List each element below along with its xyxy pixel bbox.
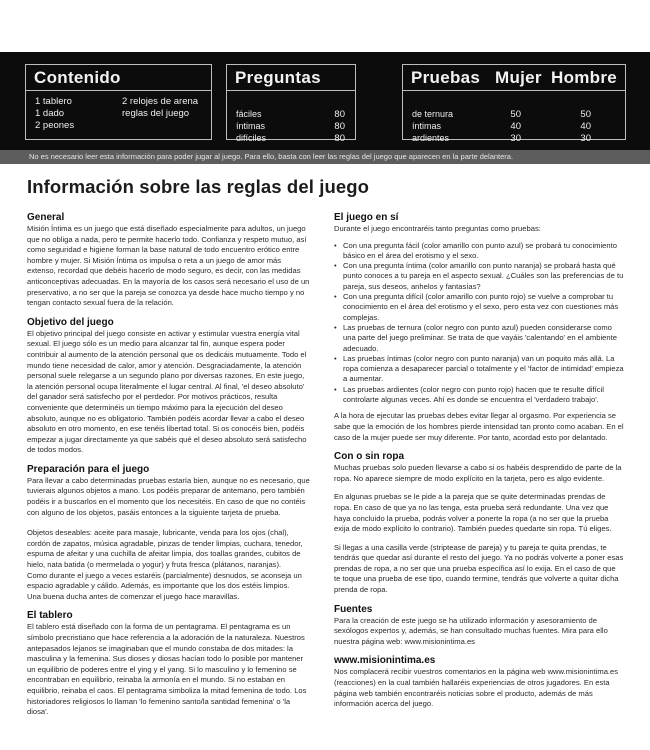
section-title-web: www.misionintima.es: [334, 655, 436, 667]
preguntas-divider: [227, 90, 355, 91]
pruebas-box: [402, 64, 626, 144]
contenido-title: Contenido: [34, 68, 121, 87]
list-item: • Las pruebas íntimas (color negro con punto naranja) van un poquito más allá. La ropa comienza a desaparecer parcial o totalmente y el 'factor de intimidad' empieza a aumentar.: [343, 354, 624, 385]
contenido-item: reglas del juego: [122, 108, 190, 119]
section-title-tablero: El tablero: [27, 610, 73, 622]
pruebas-title: Pruebas: [411, 68, 481, 87]
pruebas-col-hombre: Hombre: [551, 68, 618, 87]
section-title-fuentes: Fuentes: [334, 603, 373, 615]
section-title-preparacion: Preparación para el juego: [27, 463, 150, 475]
objetivo-text: El objetivo principal del juego consiste en activar y estimular vuestra energía vital sexual. El juego sólo es un medio para alcanzar tal fin, aunque espera poder contribuir al aumento de la atención personal que os dedicáis mutuamente. Todo el mundo tiene necesidad de calor, amor y atención. Desgraciadamente, la atención personal suele relegarse a un segundo plano por diversas razones. En este juego, la atención personal ocupa literalmente el lugar central. Al final, 'el deseo absoluto' del ganador será satisfecho por el perdedor. Por motivos prácticos, resulta conveniente que determinéis un tiempo máximo para la ejecución del deseo absoluto, aunque no es obligatorio. También podéis acordar llevar a cabo el deseo absoluto en otro momento, en ese tenéis libertad total. Si os conocéis bien, podéis empezar a jugar directamente ya que sabéis qué el deseo absoluto será satisfecho de todos modos.: [27, 328, 307, 455]
list-item: • Con una pregunta íntima (color amarillo con punto naranja) se probará hasta qué punto conoces a tu pareja en el aspecto sexual. ¿Cuáles son las preferencias de tu pareja, sus deseos, anhelos y fantasías?: [343, 261, 624, 292]
juego-list: [334, 241, 624, 406]
preparacion-objetos-text: Objetos deseables: aceite para masaje, lubricante, venda para los ojos (chal), cordón de zapatos, música agradable, pinzas de tender limpias, cuchara, tenedor, espuma de afeitar y una cuchilla de afeitar limpia, dos toallas grandes, cubitos de hielo, nata batida (o mermelada o yogur) y fruta fresca (plátanos, naranjas).: [27, 528, 303, 570]
left-column: [27, 212, 310, 718]
list-item: • Con una pregunta fácil (color amarillo con punto azul) se probará tu conocimiento básico en el área del erotismo y el sexo.: [343, 241, 624, 262]
list-item: • Las pruebas de ternura (color negro con punto azul) pueden considerarse como una parte del juego preliminar. Se trata de que vayáis 'calentando' en el ambiente adecuado.: [343, 323, 624, 354]
juego-orgasmo-text: A la hora de ejecutar las pruebas debes evitar llegar al orgasmo. Por experiencia se sabe que la emoción de los hombres pierde intensidad tan pronto como acaban. En el caso de la mujer puede ser muy diferente. Por tanto, acordad esto por delantado.: [334, 411, 624, 442]
contenido-divider: [26, 90, 211, 91]
prueba-hombre: 50: [580, 109, 591, 120]
preguntas-box: [226, 64, 356, 144]
list-item: • Las pruebas ardientes (color negro con punto rojo) hacen que te resulte difícil controlarte algunas veces. Ahí es donde se encuentra el 'verdadero trabajo'.: [343, 385, 624, 406]
section-title-juego: El juego en sí: [334, 212, 399, 223]
contenido-item: 1 tablero: [35, 96, 72, 107]
notice-bar: No es necesario leer esta información para poder jugar al juego. Para ello, basta con leer las reglas del juego que aparecen en la parte delantera.: [0, 150, 650, 164]
pregunta-count: 80: [334, 121, 345, 132]
section-title-objetivo: Objetivo del juego: [27, 316, 114, 328]
juego-intro: Durante el juego encontraréis tanto preguntas como pruebas:: [334, 224, 541, 233]
prueba-label: de ternura: [412, 109, 454, 119]
ropa-text-3: Si llegas a una casilla verde (striptease de pareja) y tu pareja te quita prendas, te tendrás que quedar así durante el resto del juego. Ya no podrás volverte a poner esas prendas de ropa, a no ser que una prueba específica así lo exija. En el caso de que te toque una prueba de ese tipo, cuando termine, tendrás que volverte a quitar dicha prenda de ropa.: [334, 542, 624, 595]
contenido-item: 2 relojes de arena: [122, 96, 199, 107]
preparacion-espacio-text: Como durante el juego a veces estaréis (parcialmente) desnudos, se aconseja un espacio agradable y cálido. Además, es importante que los dos estéis limpios.: [27, 570, 302, 591]
header-band: [0, 52, 650, 164]
pregunta-label: difíciles: [236, 133, 267, 143]
pruebas-col-mujer: Mujer: [495, 68, 542, 87]
section-title-ropa: Con o sin ropa: [334, 451, 404, 463]
prueba-mujer: 50: [510, 109, 521, 120]
fuentes-text: Para la creación de este juego se ha utilizado información y asesoramiento de sexólogos expertos y, además, se han consultado muchas fuentes. Mira para ello nuestra página web: www.misionintima.es: [334, 615, 608, 646]
prueba-mujer: 30: [510, 133, 521, 144]
preparacion-ducha-text: Una buena ducha antes de comenzar el juego hace maravillas.: [27, 591, 240, 601]
web-text: Nos complacerá recibir vuestros comentarios en la página web www.misionintima.es (reacciones) en la cual también hallaréis experiencias de otros jugadores. En esta página web también encontraréis noticias sobre el producto, además de más información acerca del juego.: [334, 667, 619, 709]
prueba-hombre: 30: [580, 133, 591, 144]
list-item: • Con una pregunta difícil (color amarillo con punto rojo) se vuelve a comprobar tu conocimiento en el área del erotismo y el sexo, pero esta vez con cuestiones más complejas.: [343, 292, 624, 323]
pregunta-count: 80: [334, 133, 345, 144]
contenido-item: 1 dado: [35, 108, 65, 119]
general-text: Misión Íntima es un juego que está diseñado especialmente para adultos, un juego que no obliga a nada, pero te permite hacerlo todo. Confianza y respeto mutuo, así como seguridad e higiene forman la base natural de todo encuentro erótico entre hombre y mujer. Si Misión Íntima os impulsa o reta a un juego de amor más extenso, recordad que debéis hacerlo de modo seguro, es decir, con las medidas anticonceptivas adecuadas. En la mayoría de los casos será necesario el uso de un preservativo, a no ser que la pareja se conozca ya desde hace mucho tiempo y no tengan contacto sexual fuera de la relación.: [27, 224, 310, 308]
page-title: Información sobre las reglas del juego: [27, 176, 370, 197]
right-column: [334, 212, 624, 710]
prueba-hombre: 40: [580, 121, 591, 132]
preguntas-title: Preguntas: [235, 68, 321, 87]
contenido-box: [25, 64, 212, 140]
pregunta-label: fáciles: [236, 109, 262, 119]
ropa-text-2: En algunas pruebas se le pide a la pareja que se quite determinadas prendas de ropa. En caso de que ya no las tenga, esta prueba será redundante. Una vez que haya concluido la prueba, podrás volver a ponerte la ropa (a no ser que la prueba exija de modo explícito lo contrario). También puedes quedarte sin ropa. Tú eliges.: [334, 492, 612, 534]
prueba-label: íntimas: [412, 121, 442, 131]
section-title-general: General: [27, 212, 65, 223]
prueba-label: ardientes: [412, 133, 450, 143]
ropa-text-1: Muchas pruebas solo pueden llevarse a cabo si os habéis desprendido de parte de la ropa. No aparece siempre de modo explícito en la tarjeta, pero es algo evidente.: [334, 463, 622, 483]
pregunta-label: íntimas: [236, 121, 266, 131]
contenido-item: 2 peones: [35, 120, 75, 131]
preparacion-text: Para llevar a cabo determinadas pruebas estaría bien, aunque no es necesario, que tuvierais algunos objetos a mano. Los podéis preparar de antemano, pero también podéis ir a buscarlos en el momento que los necesitéis. En caso de que no contéis con alguno de los objetos, pasáis entonces a la siguiente tarjeta de prueba.: [27, 475, 310, 517]
prueba-mujer: 40: [510, 121, 521, 132]
pregunta-count: 80: [334, 109, 345, 120]
tablero-text: El tablero está diseñado con la forma de un pentagrama. El pentagrama es un símbolo precristiano que hace referencia a la adoración de la naturaleza. Nuestros antepasados lejanos se imaginaban que el mundo constaba de dos mitades: la masculina y la femenina. Sus dioses y diosas hacían todo lo posible por mantener un equilibrio de poderes entre el ying y el yang. Si lo masculino y lo femenino se encontraban en equilibrio, reinaba la armonía en el mundo. Si no estaban en equilibrio, reinaba el caos. El pentagrama simboliza la mitad femenina de todo. Los historiadores religiosos lo llaman 'lo femenino santo/la santidad femenina' o 'la diosa'.: [27, 622, 307, 717]
pruebas-divider: [403, 90, 625, 91]
